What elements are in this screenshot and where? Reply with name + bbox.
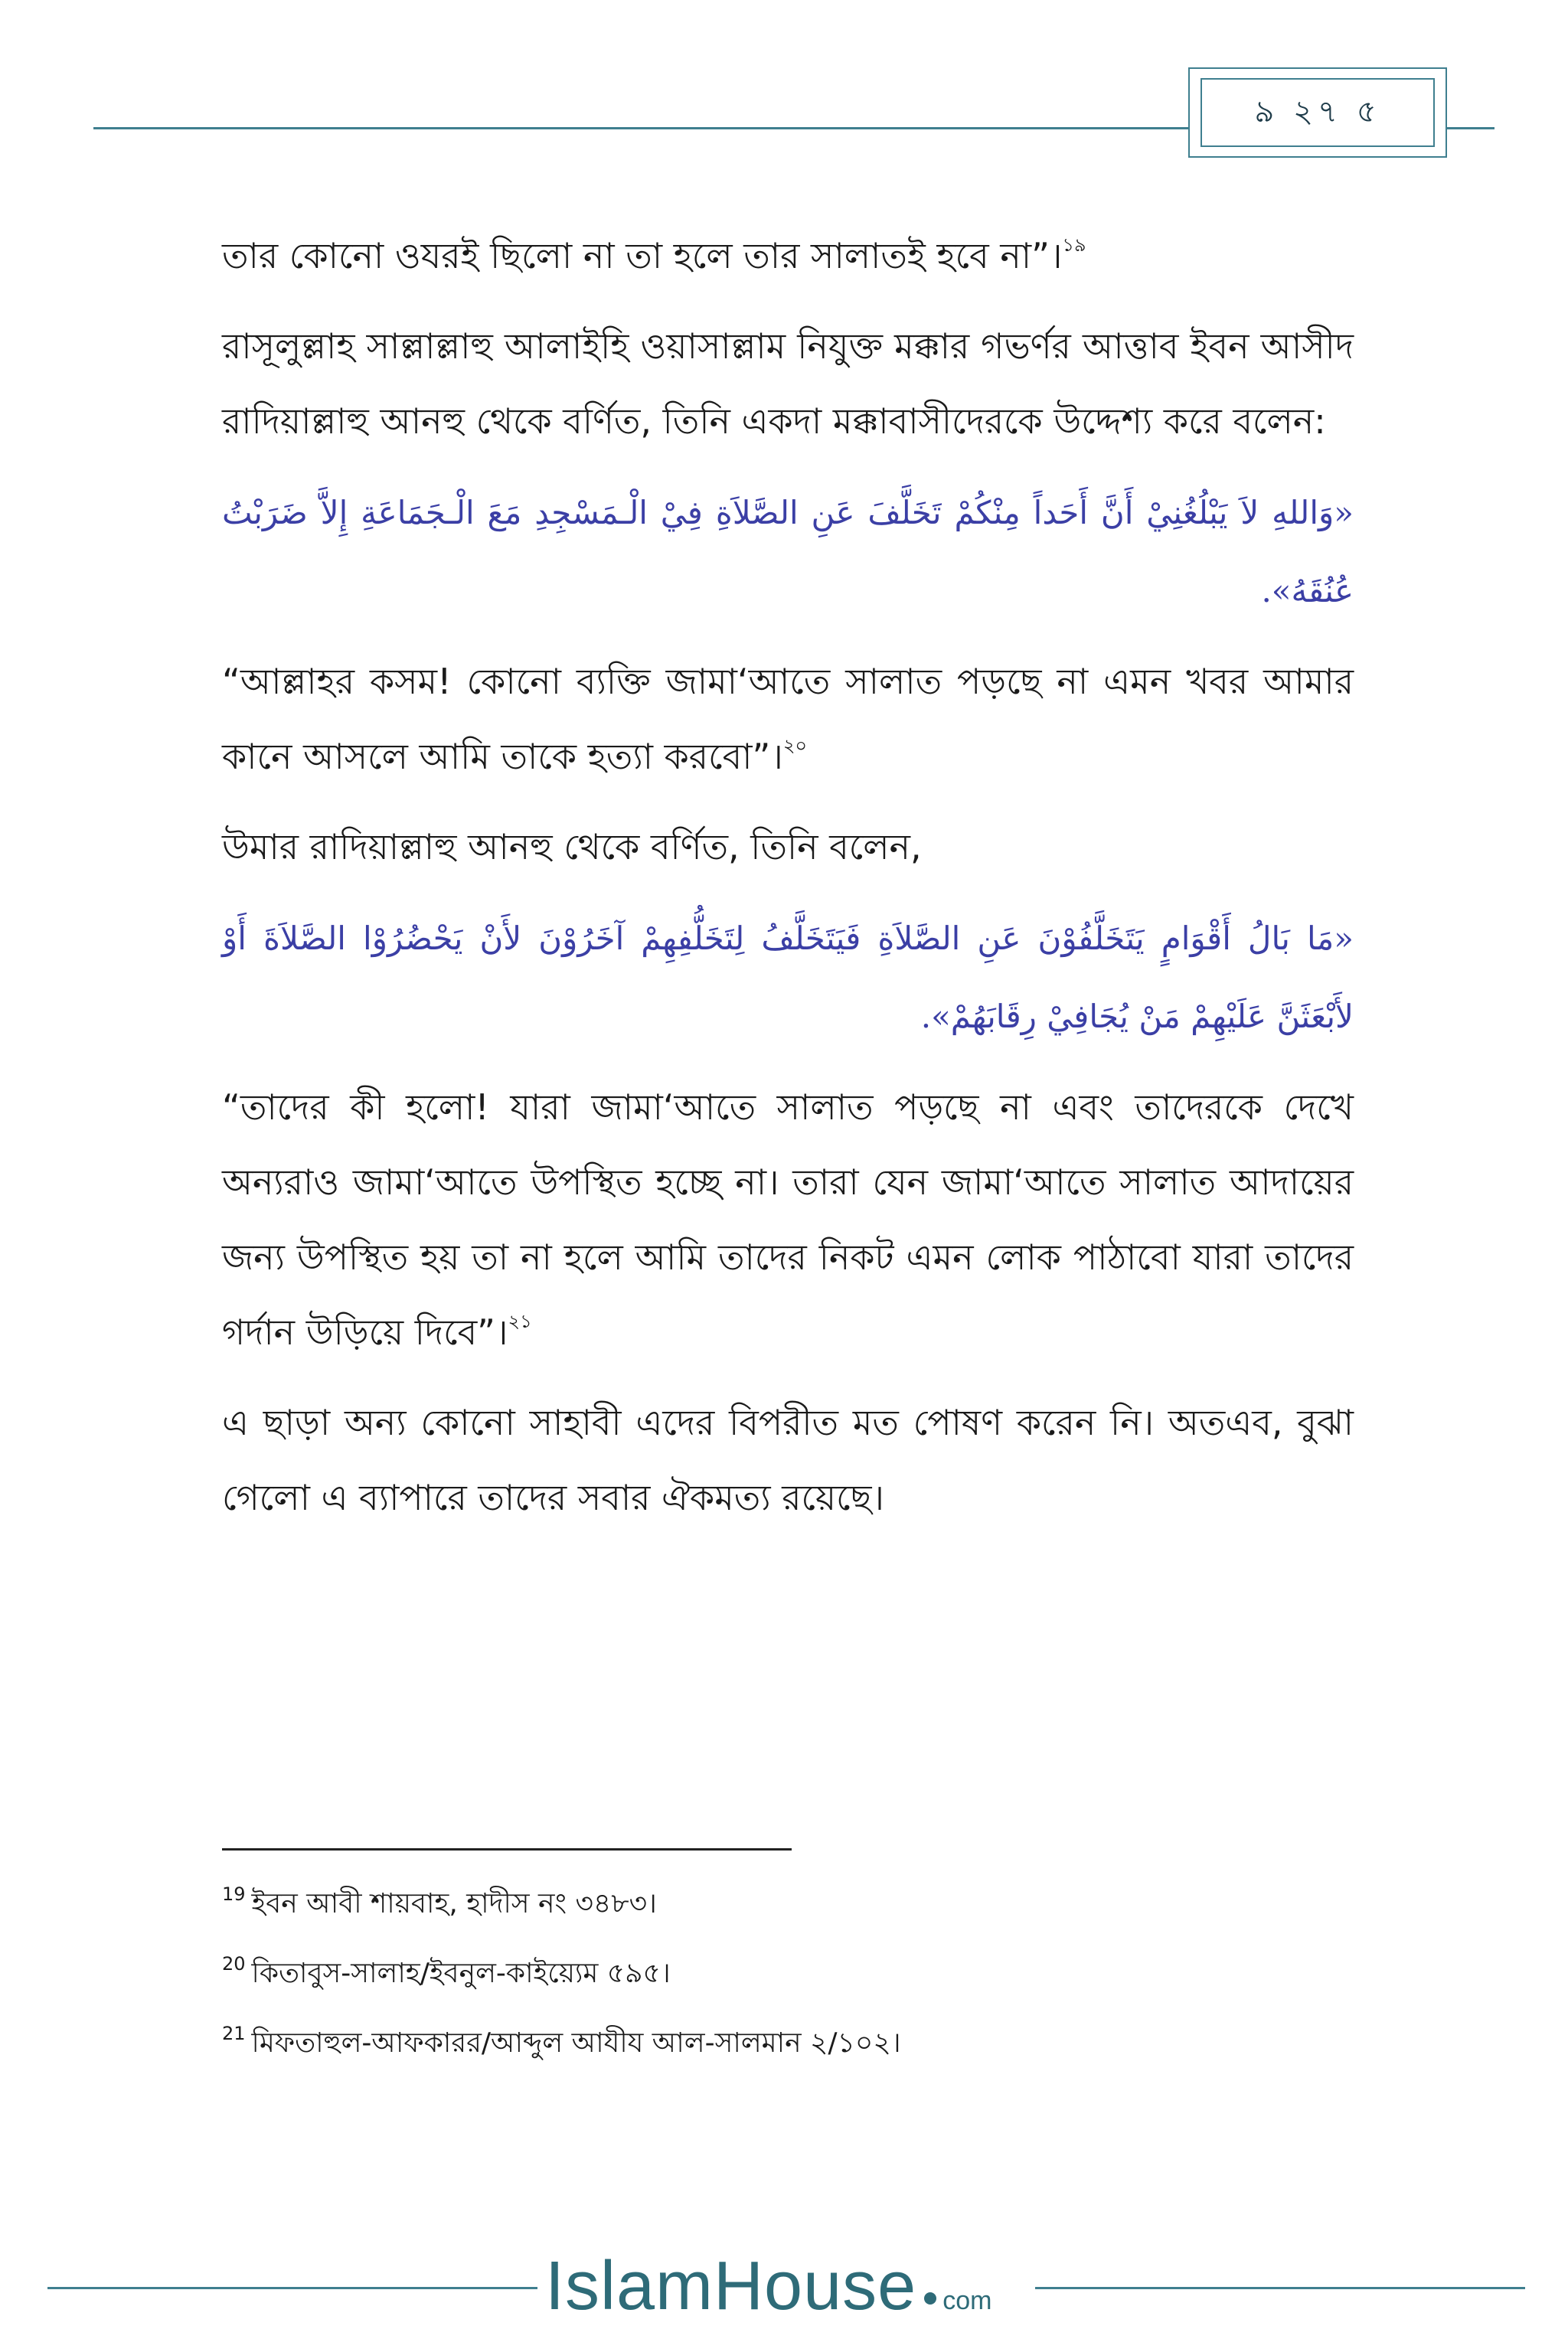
brand-logo[interactable] [545, 2247, 991, 2331]
arabic-quote-2: «مَا بَالُ أَقْوَامٍ يَتَخَلَّفُوْنَ عَنِ الصَّلاَةِ فَيَتَخَلَّفُ لِتَخَلُّفِهِمْ آخَرُوْنَ لأَنْ يَحْضُرُوْا الصَّلاَةَ أَوْ لأَبْعَثَنَّ عَلَيْهِمْ مَنْ يُجَافِيْ رِقَابَهُمْ». [222, 920, 1354, 1035]
brand-suffix: com [942, 2286, 992, 2315]
paragraph-1-text: তার কোনো ওযরই ছিলো না তা হলে তার সালাতই হবে না”। [222, 235, 1063, 276]
footnote-text: কিতাবুস-সালাহ/ইবনুল-কাইয়্যেম ৫৯৫। [251, 1958, 671, 1989]
footnote-ref-19: ১৯ [1062, 234, 1086, 256]
footnote-19 [222, 1876, 1354, 1922]
footnote-number: 19 [222, 1883, 246, 1905]
paragraph-1 [222, 218, 1354, 293]
paragraph-3 [222, 644, 1354, 794]
paragraph-3-text: “আল্লাহর কসম! কোনো ব্যক্তি জামা‘আতে সালাত পড়ছে না এমন খবর আমার কানে আসলে আমি তাকে হত্যা করবো”। [222, 661, 1354, 777]
footnote-20 [222, 1945, 1354, 1992]
footnotes [222, 1876, 1354, 2085]
paragraph-6: এ ছাড়া অন্য কোনো সাহাবী এদের বিপরীত মত পোষণ করেন নি। অতএব, বুঝা গেলো এ ব্যাপারে তাদের সবার ঐকমত্য রয়েছে। [222, 1402, 1354, 1518]
page-number: ৯ ২৭ ৫ [1254, 93, 1381, 129]
footer-rule-right [1035, 2287, 1525, 2289]
page-number-frame [1188, 67, 1447, 158]
paragraph-5-text: “তাদের কী হলো! যারা জামা‘আতে সালাত পড়ছে না এবং তাদেরকে দেখে অন্যরাও জামা‘আতে উপস্থিত হচ্ছে না। তারা যেন জামা‘আতে সালাত আদায়ের জন্য উপস্থিত হয় তা না হলে আমি তাদের নিকট এমন লোক পাঠাবো যারা তাদের গর্দান উড়িয়ে দিবে”। [222, 1086, 1354, 1353]
footnote-separator [222, 1848, 792, 1851]
brand-name: IslamHouse [545, 2248, 917, 2324]
footnote-text: ইবন আবী শায়বাহ, হাদীস নং ৩৪৮৩। [251, 1888, 657, 1919]
footnote-number: 20 [222, 1953, 246, 1975]
footnote-ref-20: ২০ [782, 735, 808, 756]
footnote-ref-21: ২১ [508, 1311, 532, 1332]
footnote-number: 21 [222, 2023, 246, 2044]
brand-dot-icon [924, 2292, 936, 2305]
arabic-quote-1: «وَاللهِ لاَ يَبْلُغُنِيْ أَنَّ أَحَداً مِنْكُمْ تَخَلَّفَ عَنِ الصَّلاَةِ فِيْ الْـمَسْجِدِ مَعَ الْـجَمَاعَةِ إِلاَّ ضَرَبْتُ عُنُقَهُ». [222, 494, 1354, 609]
paragraph-2: রাসূলুল্লাহ সাল্লাল্লাহু আলাইহি ওয়াসাল্লাম নিযুক্ত মক্কার গভর্ণর আত্তাব ইবন আসীদ রাদিয়াল্লাহু আনহু থেকে বর্ণিত, তিনি একদা মক্কাবাসীদেরকে উদ্দেশ্য করে বলেন: [222, 325, 1354, 442]
footnote-21 [222, 2015, 1354, 2062]
page-number-inner-frame [1200, 78, 1435, 147]
main-content [222, 218, 1354, 1550]
paragraph-5 [222, 1070, 1354, 1370]
footer-rule-left [47, 2287, 537, 2289]
paragraph-4: উমার রাদিয়াল্লাহু আনহু থেকে বর্ণিত, তিনি বলেন, [222, 826, 922, 867]
footnote-text: মিফতাহুল-আফকারর/আব্দুল আযীয আল-সালমান ২/১০২। [251, 2027, 901, 2059]
